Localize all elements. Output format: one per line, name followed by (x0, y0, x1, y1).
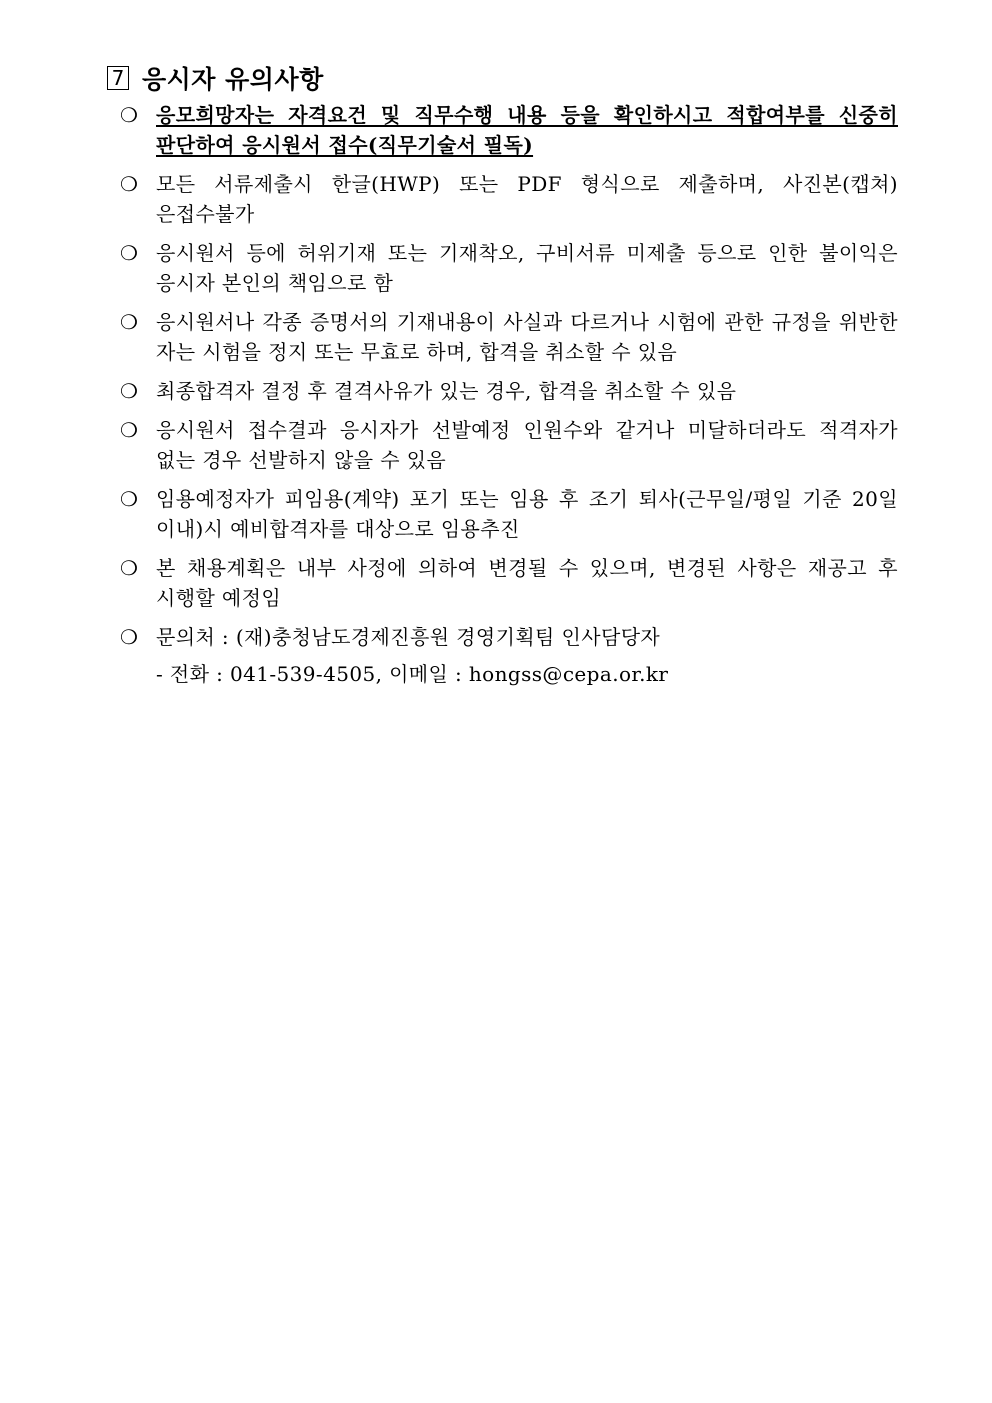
list-item (120, 622, 910, 652)
circle-bullet-icon: ❍ (120, 625, 138, 649)
section-header (107, 60, 324, 96)
list-item (120, 169, 910, 229)
list-item (120, 100, 910, 160)
notice-list (120, 100, 910, 689)
item-text: 모든 서류제출시 한글(HWP) 또는 PDF 형식으로 제출하며, 사진본(캡쳐)은접수불가 (156, 172, 898, 226)
item-text: 응시원서 등에 허위기재 또는 기재착오, 구비서류 미제출 등으로 인한 불이익은 응시자 본인의 책임으로 함 (156, 241, 898, 295)
list-item (120, 307, 910, 367)
circle-bullet-icon: ❍ (120, 487, 138, 511)
section-number-box: 7 (107, 66, 129, 90)
section-title: 응시자 유의사항 (142, 65, 324, 94)
item-text: 본 채용계획은 내부 사정에 의하여 변경될 수 있으며, 변경된 사항은 재공고 후 시행할 예정임 (156, 556, 898, 610)
item-text: 응시원서나 각종 증명서의 기재내용이 사실과 다르거나 시험에 관한 규정을 위반한 자는 시험을 정지 또는 무효로 하며, 합격을 취소할 수 있음 (156, 310, 898, 364)
circle-bullet-icon: ❍ (120, 241, 138, 265)
item-text: 임용예정자가 피임용(계약) 포기 또는 임용 후 조기 퇴사(근무일/평일 기준 20일 이내)시 예비합격자를 대상으로 임용추진 (156, 487, 898, 541)
contact-heading: 문의처 : (재)충청남도경제진흥원 경영기획팀 인사담당자 (156, 625, 661, 649)
circle-bullet-icon: ❍ (120, 418, 138, 442)
item-text: 응시원서 접수결과 응시자가 선발예정 인원수와 같거나 미달하더라도 적격자가 없는 경우 선발하지 않을 수 있음 (156, 418, 898, 472)
list-item (120, 484, 910, 544)
item-text: 최종합격자 결정 후 결격사유가 있는 경우, 합격을 취소할 수 있음 (156, 379, 737, 403)
list-item (120, 553, 910, 613)
contact-details: - 전화 : 041-539-4505, 이메일 : hongss@cepa.or.kr (156, 662, 669, 686)
circle-bullet-icon: ❍ (120, 379, 138, 403)
circle-bullet-icon: ❍ (120, 172, 138, 196)
circle-bullet-icon: ❍ (120, 556, 138, 580)
circle-bullet-icon: ❍ (120, 103, 138, 127)
list-item (120, 238, 910, 298)
circle-bullet-icon: ❍ (120, 310, 138, 334)
list-item (120, 415, 910, 475)
item-text-emphasized: 응모희망자는 자격요건 및 직무수행 내용 등을 확인하시고 적합여부를 신중히 판단하여 응시원서 접수(직무기술서 필독) (156, 103, 898, 157)
list-item (120, 376, 910, 406)
